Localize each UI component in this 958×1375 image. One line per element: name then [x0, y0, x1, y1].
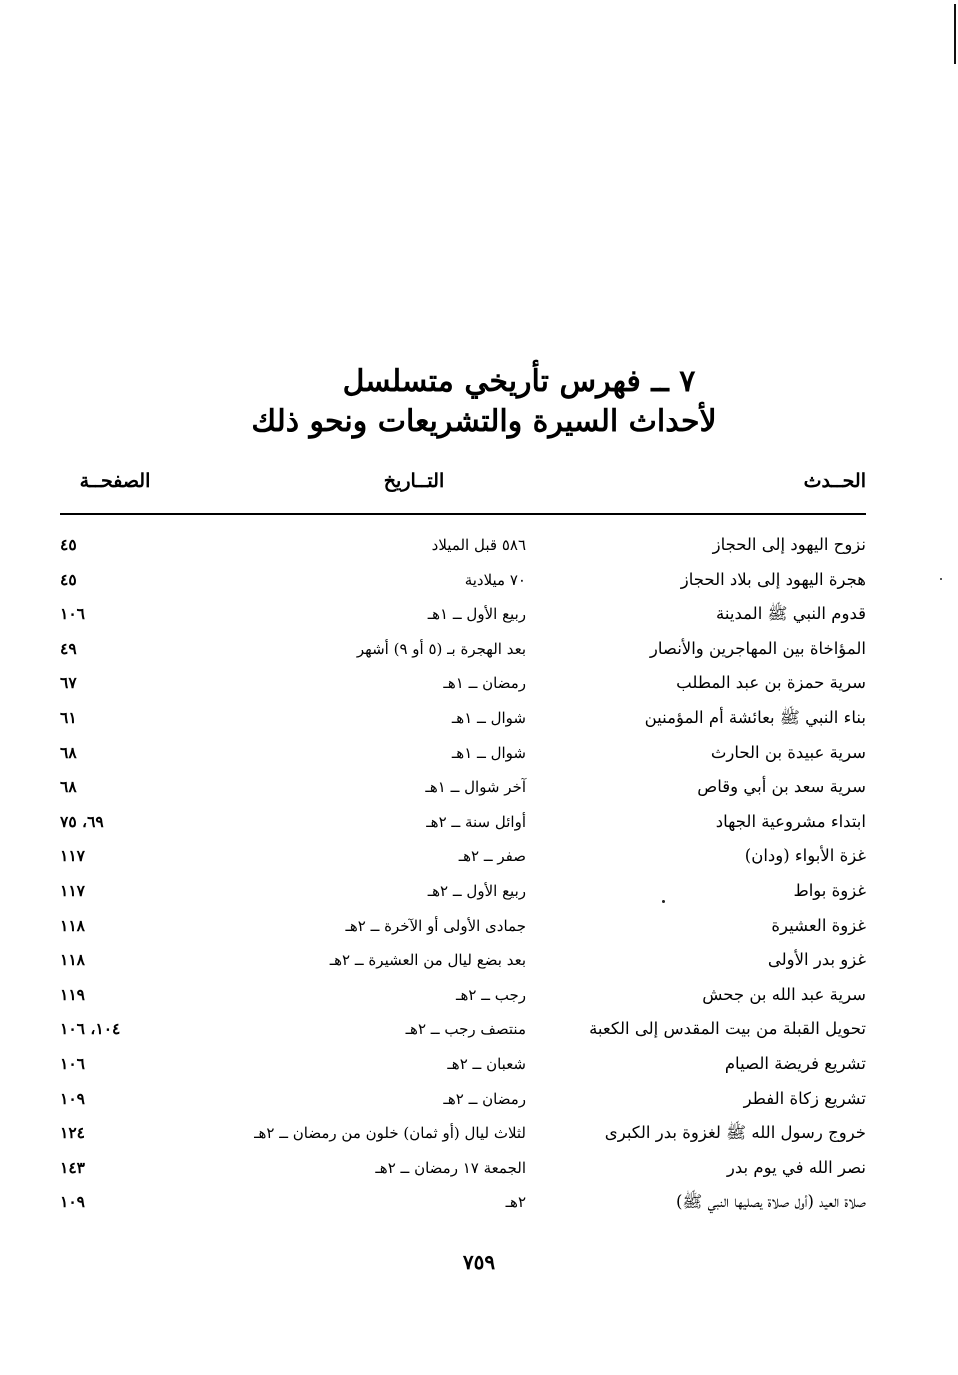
event-cell: تحويل القبلة من بيت المقدس إلى الكعبة [589, 1019, 866, 1039]
page-subtitle: لأحداث السيرة والتشريعات ونحو ذلك [251, 404, 717, 439]
date-cell: أوائل سنة ــ ٢هـ [426, 812, 526, 831]
table-row [60, 632, 866, 667]
event-cell: سرية عبد الله بن جحش [702, 984, 866, 1004]
event-cell: سرية عبيدة بن الحارث [710, 742, 866, 762]
date-cell: بعد بضع ليال من العشيرة ــ ٢هـ [329, 951, 526, 970]
event-cell: غزو بدر الأولى [767, 950, 866, 970]
event-cell: سرية حمزة بن عبد المطلب [676, 673, 866, 693]
table-row [60, 1082, 866, 1117]
header-date: التــاريخ [383, 470, 445, 492]
header-page: الصفحــة [79, 470, 151, 492]
page-cell: ١٠٩ [60, 1088, 85, 1108]
event-cell: صلاة العيد (أول صلاة يصليها النبي ﷺ) [676, 1192, 866, 1212]
page-cell: ١١٨ [60, 950, 85, 970]
title-block [0, 362, 958, 442]
table-row [60, 1047, 866, 1082]
page-cell: ١١٧ [60, 846, 85, 866]
page-edge-mark [954, 4, 956, 64]
event-cell: غزوة العشيرة [771, 915, 866, 935]
page-cell: ١١٩ [60, 984, 85, 1004]
page-cell: ٤٥ [60, 535, 77, 554]
page-cell: ١١٨ [60, 915, 85, 935]
event-cell: غزوة بواط [793, 880, 866, 900]
date-cell: جمادى الأولى أو الآخرة ــ ٢هـ [345, 916, 526, 935]
table-row [60, 805, 866, 840]
date-cell: ربيع الأول ــ ٢هـ [427, 881, 526, 900]
page-cell: ١٤٣ [60, 1157, 85, 1177]
event-cell: بناء النبي ﷺ بعائشة أم المؤمنين [644, 707, 866, 727]
event-cell: تشريع فريضة الصيام [724, 1053, 866, 1073]
page-cell: ١٠٦ [60, 1053, 85, 1073]
table-header [60, 470, 866, 502]
event-cell: غزة الأبواء (ودان) [744, 846, 866, 866]
table-row [60, 701, 866, 736]
table-row [60, 528, 866, 563]
page-cell: ٦٧ [60, 673, 77, 693]
date-cell: الجمعة ١٧ رمضان ــ ٢هـ [375, 1158, 526, 1177]
table-row [60, 1012, 866, 1047]
date-cell: ٧٠ ميلادية [464, 570, 526, 589]
table-row [60, 666, 866, 701]
date-cell: صفر ــ ٢هـ [458, 847, 526, 866]
date-cell: ربيع الأول ــ ١هـ [427, 605, 526, 624]
page-number: ٧٥٩ [462, 1250, 496, 1274]
date-cell: شوال ــ ١هـ [451, 708, 526, 727]
table-row [60, 770, 866, 805]
date-cell: لثلاث ليال (أو ثمان) خلون من رمضان ــ ٢هـ [254, 1124, 526, 1143]
table-row [60, 597, 866, 632]
page-cell: ١٢٤ [60, 1123, 85, 1143]
event-cell: نصر الله في يوم بدر [726, 1157, 866, 1177]
page-cell: ٦٨ [60, 742, 77, 762]
page-cell: ٤٩ [60, 638, 77, 658]
table-row [60, 1151, 866, 1186]
date-cell: منتصف رجب ــ ٢هـ [405, 1020, 526, 1039]
event-cell: سرية سعد بن أبي وقاص [697, 777, 866, 797]
page-cell: ٦٨ [60, 777, 77, 797]
event-cell: نزوح اليهود إلى الحجاز [712, 535, 866, 554]
date-cell: بعد الهجرة بـ (٥ أو ٩) أشهر [356, 639, 526, 658]
event-cell: خروج رسول الله ﷺ لغزوة بدر الكبرى [604, 1123, 866, 1143]
header-divider [60, 513, 866, 515]
page-cell: ١١٧ [60, 880, 85, 900]
date-cell: ٥٨٦ قبل الميلاد [431, 536, 526, 554]
date-cell: شوال ــ ١هـ [451, 743, 526, 762]
table-row [60, 736, 866, 771]
page-cell: ٤٥ [60, 569, 77, 589]
date-cell: رمضان ــ ٢هـ [443, 1089, 526, 1108]
page-cell: ٦١ [60, 707, 77, 727]
header-event: الحــدث [803, 470, 866, 492]
event-cell: قدوم النبي ﷺ المدينة [716, 604, 866, 624]
date-cell: ٢هـ [505, 1193, 526, 1212]
event-cell: هجرة اليهود إلى بلاد الحجاز [680, 569, 866, 589]
table-row [60, 563, 866, 598]
page-cell: ١٠٦ [60, 604, 85, 624]
table-row [60, 839, 866, 874]
page-cell: ١٠٤، ١٠٦ [60, 1019, 121, 1039]
scan-speck [662, 900, 665, 903]
date-cell: شعبان ــ ٢هـ [447, 1054, 526, 1073]
table-row [60, 1185, 866, 1220]
event-cell: المؤاخاة بين المهاجرين والأنصار [649, 638, 866, 658]
table-row [60, 1116, 866, 1151]
event-cell: تشريع زكاة الفطر [743, 1088, 866, 1108]
date-cell: رجب ــ ٢هـ [456, 985, 526, 1004]
table-row [60, 909, 866, 944]
table-row [60, 978, 866, 1013]
scan-speck [940, 578, 942, 580]
page-title: ٧ ــ فهرس تأريخي متسلسل [342, 364, 696, 399]
table-row [60, 943, 866, 978]
date-cell: رمضان ــ ١هـ [443, 674, 526, 693]
page-cell: ١٠٩ [60, 1192, 85, 1212]
date-cell: آخر شوال ــ ١هـ [425, 778, 526, 797]
event-cell: ابتداء مشروعية الجهاد [715, 811, 866, 831]
table-row [60, 874, 866, 909]
index-table [60, 528, 866, 1220]
page-cell: ٦٩، ٧٥ [60, 811, 104, 831]
